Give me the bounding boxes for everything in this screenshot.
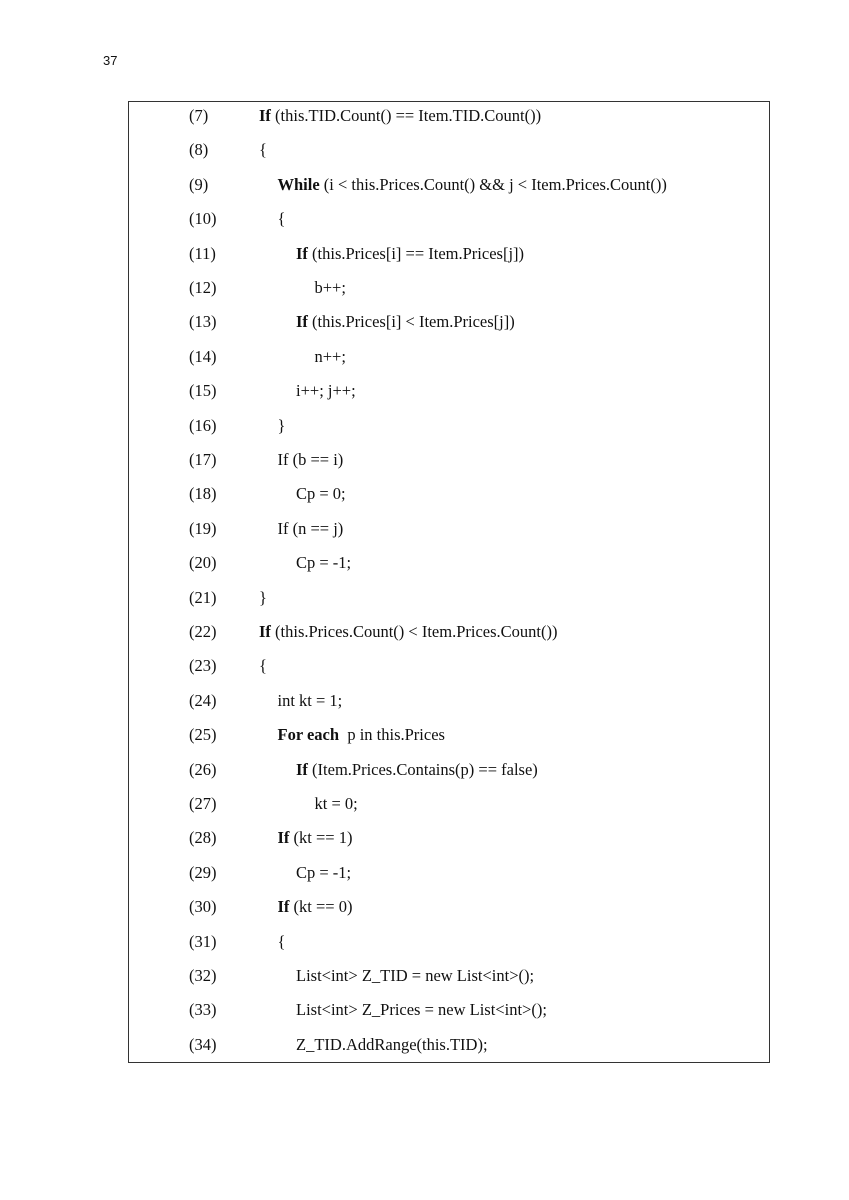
- code-text: [296, 310, 515, 334]
- line-number: (15): [189, 381, 217, 401]
- code-line: [129, 758, 769, 782]
- code-line: [129, 414, 769, 438]
- code-statement: Cp = -1;: [296, 553, 352, 573]
- line-number: (30): [189, 897, 217, 917]
- code-text: [259, 654, 267, 678]
- line-number: (25): [189, 725, 217, 745]
- code-text: [296, 758, 538, 782]
- code-text: [296, 482, 346, 506]
- code-statement: }: [277, 415, 286, 435]
- code-statement: (kt == 0): [289, 897, 353, 917]
- code-line: [129, 861, 769, 885]
- code-statement: {: [259, 140, 267, 160]
- code-line: [129, 310, 769, 334]
- code-text: [296, 964, 534, 988]
- line-number: (33): [189, 1000, 217, 1020]
- code-keyword: If: [277, 828, 290, 848]
- line-number: (7): [189, 106, 209, 125]
- code-text: [278, 414, 286, 438]
- code-line: [129, 551, 769, 575]
- code-text: [278, 517, 344, 541]
- code-text: [278, 895, 353, 919]
- page-number: 37: [103, 53, 118, 68]
- code-statement: (this.Prices[i] < Item.Prices[j]): [307, 312, 515, 332]
- code-text: [278, 689, 343, 713]
- line-number: (23): [189, 656, 217, 676]
- code-line: [129, 379, 769, 403]
- line-number: (34): [189, 1034, 217, 1054]
- line-number: (12): [189, 278, 217, 297]
- code-statement: List<int> Z_TID = new List<int>();: [296, 966, 535, 985]
- code-line: [129, 998, 769, 1022]
- code-statement: b++;: [314, 278, 346, 297]
- code-text: [278, 930, 286, 954]
- code-statement: {: [277, 209, 286, 229]
- code-line: [129, 138, 769, 162]
- code-line: [129, 654, 769, 678]
- code-line: [129, 345, 769, 369]
- code-line: [129, 1033, 769, 1057]
- line-number: (29): [189, 862, 217, 882]
- code-statement: Z_TID.AddRange(this.TID);: [296, 1034, 488, 1054]
- line-number: (31): [189, 931, 217, 951]
- code-line: [129, 620, 769, 644]
- code-statement: If (b == i): [277, 450, 344, 469]
- code-statement: If (n == j): [277, 518, 344, 538]
- line-number: (18): [189, 484, 217, 504]
- code-text: [296, 1033, 488, 1057]
- code-line: [129, 173, 769, 197]
- code-line: [129, 482, 769, 506]
- code-statement: p in this.Prices: [339, 725, 445, 745]
- code-text: [296, 242, 524, 266]
- code-statement: Cp = 0;: [296, 484, 346, 504]
- code-line: [129, 792, 769, 816]
- code-keyword: If: [259, 106, 271, 125]
- line-number: (28): [189, 828, 217, 848]
- code-keyword: If: [259, 622, 271, 641]
- code-keyword: If: [296, 759, 308, 779]
- code-statement: List<int> Z_Prices = new List<int>();: [296, 1000, 547, 1020]
- code-text: [278, 826, 353, 850]
- line-number: (17): [189, 450, 217, 469]
- code-text: [259, 138, 267, 162]
- code-text: [278, 723, 445, 747]
- code-text: [259, 586, 267, 610]
- code-line: [129, 517, 769, 541]
- code-keyword: While: [277, 174, 320, 194]
- code-statement: (this.Prices[i] == Item.Prices[j]): [307, 243, 525, 263]
- code-statement: {: [277, 931, 286, 951]
- code-line: [129, 895, 769, 919]
- code-line: [129, 207, 769, 231]
- code-statement: (kt == 1): [289, 828, 353, 848]
- code-line: [129, 242, 769, 266]
- code-line: [129, 826, 769, 850]
- code-keyword: If: [296, 243, 308, 263]
- line-number: (9): [189, 174, 209, 194]
- line-number: (19): [189, 518, 217, 538]
- code-text: [278, 207, 286, 231]
- code-line: [129, 723, 769, 747]
- code-listing: [128, 101, 770, 1063]
- code-text: [296, 998, 547, 1022]
- line-number: (16): [189, 415, 217, 435]
- line-number: (8): [189, 140, 209, 160]
- code-statement: (this.TID.Count() == Item.TID.Count()): [270, 106, 542, 125]
- line-number: (14): [189, 346, 217, 366]
- code-statement: n++;: [314, 346, 346, 366]
- code-line: [129, 586, 769, 610]
- code-line: [129, 448, 769, 472]
- code-keyword: If: [277, 897, 290, 917]
- code-statement: (i < this.Prices.Count() && j < Item.Prices.Count()): [319, 174, 667, 194]
- code-text: [315, 276, 346, 300]
- code-text: [259, 104, 541, 128]
- code-statement: {: [259, 656, 267, 676]
- code-statement: (this.Prices.Count() < Item.Prices.Count()): [270, 622, 558, 641]
- line-number: (10): [189, 209, 217, 229]
- code-keyword: If: [296, 312, 308, 332]
- code-statement: i++; j++;: [296, 381, 356, 401]
- line-number: (24): [189, 690, 217, 710]
- code-line: [129, 276, 769, 300]
- code-statement: kt = 0;: [314, 794, 358, 813]
- line-number: (13): [189, 312, 217, 332]
- code-statement: int kt = 1;: [277, 690, 343, 710]
- code-keyword: For each: [277, 725, 340, 745]
- code-statement: Cp = -1;: [296, 862, 352, 882]
- code-line: [129, 104, 769, 128]
- code-text: [296, 551, 351, 575]
- code-text: [259, 620, 557, 644]
- line-number: (11): [189, 243, 216, 263]
- code-line: [129, 930, 769, 954]
- code-line: [129, 689, 769, 713]
- line-number: (32): [189, 966, 217, 985]
- code-text: [315, 792, 358, 816]
- line-number: (21): [189, 587, 217, 607]
- line-number: (20): [189, 553, 217, 573]
- code-statement: (Item.Prices.Contains(p) == false): [307, 759, 538, 779]
- code-statement: }: [259, 587, 267, 607]
- code-text: [296, 379, 356, 403]
- code-line: [129, 964, 769, 988]
- line-number: (26): [189, 759, 217, 779]
- code-text: [296, 861, 351, 885]
- code-text: [278, 173, 667, 197]
- line-number: (27): [189, 794, 217, 813]
- line-number: (22): [189, 622, 217, 641]
- code-text: [315, 345, 346, 369]
- code-text: [278, 448, 344, 472]
